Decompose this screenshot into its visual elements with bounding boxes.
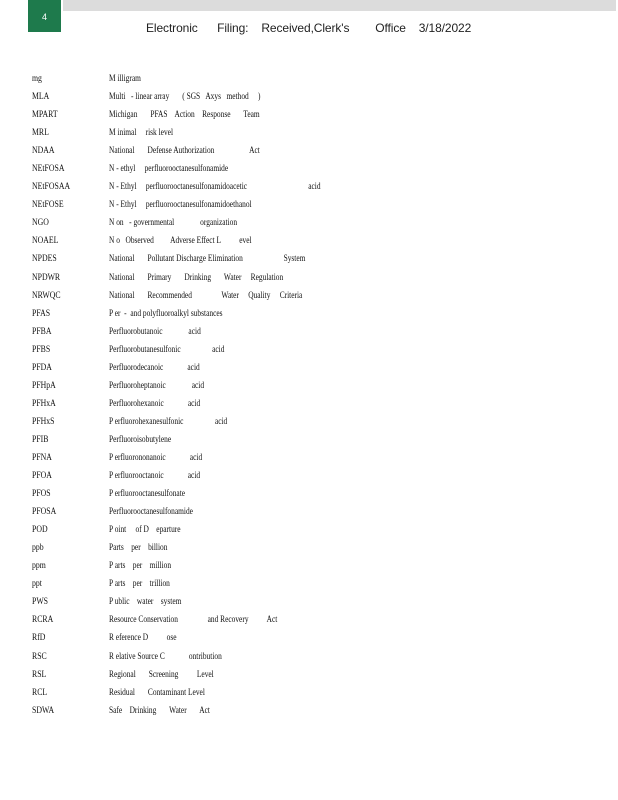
abbreviation-term: NDAA <box>32 146 55 157</box>
list-item <box>32 435 592 453</box>
abbreviation-definition: N - ethyl perfluorooctanesulfonamide <box>109 164 229 175</box>
abbreviation-definition: M inimal risk level <box>109 128 174 139</box>
abbreviation-definition: Perfluorohexanoic acid <box>109 398 201 409</box>
abbreviation-term: PFHxA <box>32 398 56 409</box>
list-item <box>32 579 592 597</box>
abbreviation-list <box>32 74 592 724</box>
list-item <box>32 417 592 435</box>
abbreviation-term: PFOS <box>32 489 51 500</box>
abbreviation-definition: Safe Drinking Water Act <box>109 705 210 716</box>
abbreviation-definition: P erfluorononanoic acid <box>109 452 203 463</box>
abbreviation-term: NEtFOSA <box>32 164 65 175</box>
abbreviation-term: ppm <box>32 561 46 572</box>
list-item <box>32 489 592 507</box>
abbreviation-term: PFHpA <box>32 380 56 391</box>
list-item <box>32 92 592 110</box>
abbreviation-term: NEtFOSAA <box>32 182 71 193</box>
abbreviation-term: RSC <box>32 651 47 662</box>
list-item <box>32 200 592 218</box>
abbreviation-definition: National Primary Drinking Water Regulation <box>109 272 284 283</box>
list-item <box>32 561 592 579</box>
list-item <box>32 706 592 724</box>
abbreviation-definition: Parts per billion <box>109 543 168 554</box>
abbreviation-term: SDWA <box>32 705 55 716</box>
abbreviation-definition: P erfluorooctanoic acid <box>109 471 201 482</box>
abbreviation-term: NOAEL <box>32 236 59 247</box>
abbreviation-definition: P erfluorooctanesulfonate <box>109 489 186 500</box>
list-item <box>32 597 592 615</box>
abbreviation-term: ppb <box>32 543 44 554</box>
list-item <box>32 74 592 92</box>
abbreviation-definition: Michigan PFAS Action Response Team <box>109 110 260 121</box>
abbreviation-definition: Resource Conservation and Recovery Act <box>109 615 278 626</box>
abbreviation-term: NEtFOSE <box>32 200 64 211</box>
list-item <box>32 254 592 272</box>
list-item <box>32 110 592 128</box>
list-item <box>32 218 592 236</box>
list-item <box>32 670 592 688</box>
list-item <box>32 453 592 471</box>
list-item <box>32 633 592 651</box>
list-item <box>32 525 592 543</box>
abbreviation-term: PFBA <box>32 326 52 337</box>
abbreviation-term: MLA <box>32 92 50 103</box>
abbreviation-definition: Perfluorooctanesulfonamide <box>109 507 193 518</box>
abbreviation-definition: R elative Source C ontribution <box>109 651 222 662</box>
list-item <box>32 273 592 291</box>
abbreviation-definition: Perfluorobutanoic acid <box>109 326 201 337</box>
abbreviation-definition: P arts per million <box>109 561 172 572</box>
abbreviation-term: PFOA <box>32 471 52 482</box>
list-item <box>32 507 592 525</box>
list-item <box>32 363 592 381</box>
abbreviation-definition: Perfluoroheptanoic acid <box>109 380 205 391</box>
list-item <box>32 615 592 633</box>
abbreviation-definition: National Pollutant Discharge Elimination System <box>109 254 306 265</box>
list-item <box>32 146 592 164</box>
abbreviation-term: MPART <box>32 110 58 121</box>
list-item <box>32 164 592 182</box>
abbreviation-term: NRWQC <box>32 290 61 301</box>
abbreviation-definition: Residual Contaminant Level <box>109 687 205 698</box>
abbreviation-term: PFAS <box>32 308 51 319</box>
list-item <box>32 236 592 254</box>
abbreviation-term: PFHxS <box>32 416 55 427</box>
abbreviation-definition: P er - and polyfluoroalkyl substances <box>109 308 223 319</box>
abbreviation-definition: Perfluorodecanoic acid <box>109 362 200 373</box>
top-bar <box>63 0 616 11</box>
abbreviation-definition: P arts per trillion <box>109 579 170 590</box>
abbreviation-definition: R eference D ose <box>109 633 177 644</box>
list-item <box>32 309 592 327</box>
list-item <box>32 399 592 417</box>
abbreviation-term: PFNA <box>32 452 52 463</box>
abbreviation-term: PFBS <box>32 344 51 355</box>
abbreviation-definition: National Recommended Water Quality Criteria <box>109 290 303 301</box>
list-item <box>32 381 592 399</box>
abbreviation-definition: Perfluorobutanesulfonic acid <box>109 344 225 355</box>
list-item <box>32 688 592 706</box>
abbreviation-definition: P ublic water system <box>109 597 182 608</box>
abbreviation-term: RfD <box>32 633 46 644</box>
abbreviation-term: POD <box>32 525 48 536</box>
abbreviation-term: RCL <box>32 687 48 698</box>
abbreviation-term: PFIB <box>32 434 49 445</box>
list-item <box>32 182 592 200</box>
abbreviation-definition: Multi - linear array ( SGS Axys method ) <box>109 92 261 103</box>
abbreviation-term: RSL <box>32 669 47 680</box>
abbreviation-term: ppt <box>32 579 42 590</box>
abbreviation-term: PFDA <box>32 362 52 373</box>
abbreviation-term: NPDES <box>32 254 57 265</box>
abbreviation-definition: N - Ethyl perfluorooctanesulfonamidoethanol <box>109 200 252 211</box>
abbreviation-definition: P erfluorohexanesulfonic acid <box>109 416 228 427</box>
abbreviation-term: mg <box>32 74 42 84</box>
abbreviation-definition: Perfluoroisobutylene <box>109 434 172 445</box>
list-item <box>32 291 592 309</box>
page-number-badge: 4 <box>28 0 61 32</box>
abbreviation-term: RCRA <box>32 615 54 626</box>
list-item <box>32 652 592 670</box>
abbreviation-definition: P oint of D eparture <box>109 525 181 536</box>
list-item <box>32 128 592 146</box>
abbreviation-term: NGO <box>32 218 49 229</box>
list-item <box>32 543 592 561</box>
abbreviation-term: PWS <box>32 597 49 608</box>
abbreviation-definition: N o Observed Adverse Effect L evel <box>109 236 252 247</box>
abbreviation-definition: Regional Screening Level <box>109 669 214 680</box>
list-item <box>32 345 592 363</box>
abbreviation-definition: M illigram <box>109 74 141 84</box>
abbreviation-term: MRL <box>32 128 49 139</box>
abbreviation-definition: N - Ethyl perfluorooctanesulfonamidoacetic acid <box>109 182 321 193</box>
abbreviation-term: NPDWR <box>32 272 61 283</box>
list-item <box>32 471 592 489</box>
list-item <box>32 327 592 345</box>
abbreviation-definition: N on - governmental organization <box>109 218 238 229</box>
filing-stamp: Electronic Filing: Received,Clerk's Office 3/18/2022 <box>146 21 472 35</box>
abbreviation-term: PFOSA <box>32 507 57 518</box>
abbreviation-definition: National Defense Authorization Act <box>109 146 260 157</box>
